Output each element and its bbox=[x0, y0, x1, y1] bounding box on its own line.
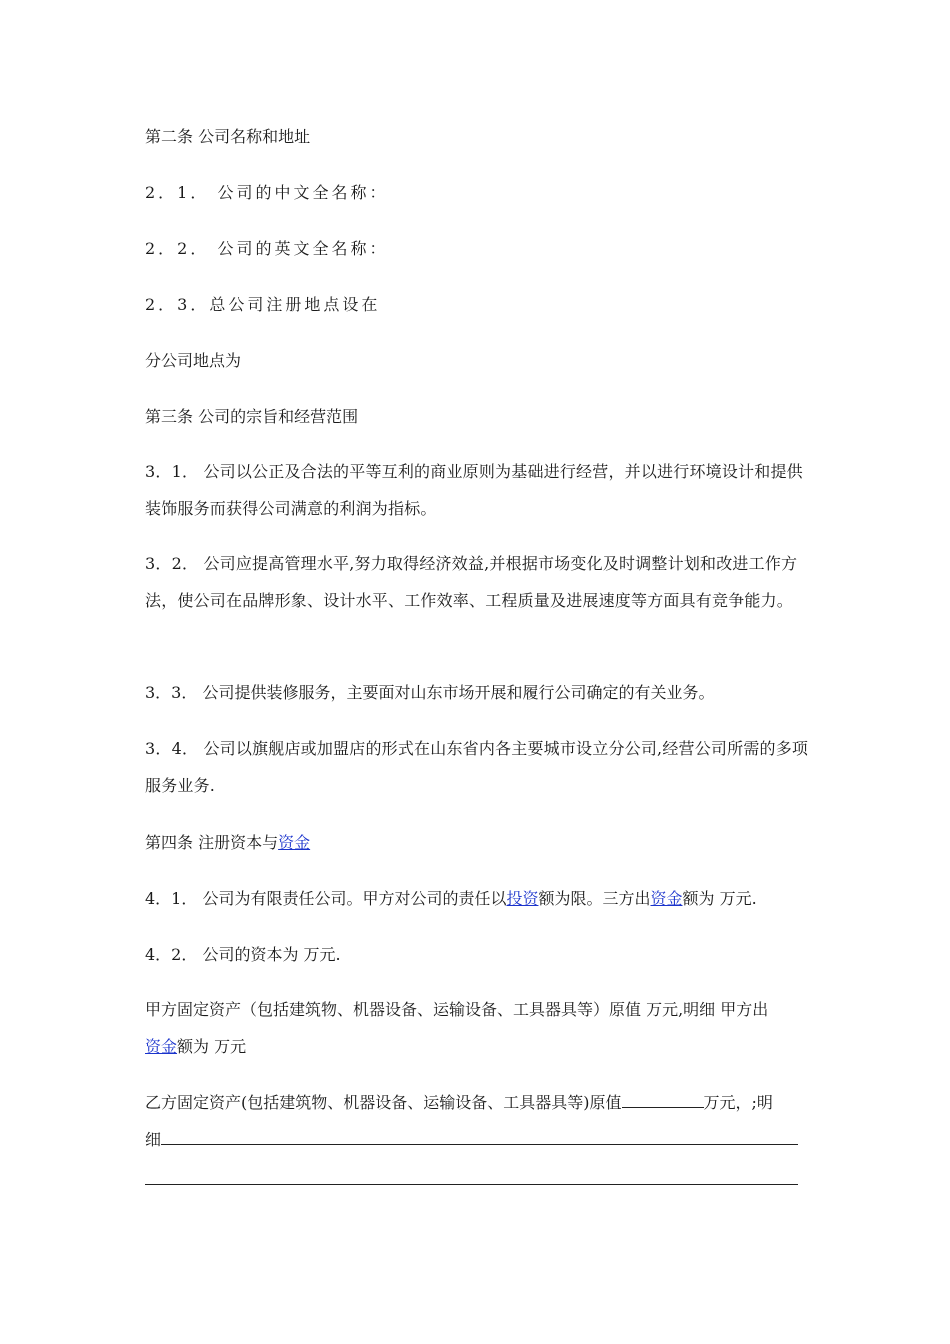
clause-3-2: 3．2． 公司应提高管理水平,努力取得经济效益,并根据市场变化及时调整计划和改进工作方法，使公司在品牌形象、设计水平、工作效率、工程质量及进展速度等方面具有竞争能力。 bbox=[145, 554, 798, 610]
capital-link[interactable]: 资金 bbox=[278, 833, 311, 852]
clause-2-2: 2．2． 公司的英文全名称： bbox=[145, 239, 389, 258]
original-value-blank bbox=[622, 1091, 704, 1108]
article-3-heading: 第三条 公司的宗旨和经营范围 bbox=[145, 407, 359, 426]
detail-blank-2 bbox=[145, 1184, 798, 1185]
article-4-heading-text: 第四条 注册资本与 bbox=[145, 833, 279, 852]
article-2-heading: 第二条 公司名称和地址 bbox=[145, 127, 311, 146]
branch-address: 分公司地点为 bbox=[145, 351, 242, 370]
clause-3-4: 3．4． 公司以旗舰店或加盟店的形式在山东省内各主要城市设立分公司,经营公司所需的多项服务业务. bbox=[145, 739, 809, 795]
clause-2-3: 2．3．总公司注册地点设在 bbox=[145, 295, 381, 314]
capital-link-3[interactable]: 资金 bbox=[145, 1037, 178, 1056]
party-b-assets-line2 bbox=[145, 1121, 810, 1158]
clause-3-3: 3．3． 公司提供装修服务，主要面对山东市场开展和履行公司确定的有关业务。 bbox=[145, 683, 715, 702]
clause-2-1: 2．1． 公司的中文全名称： bbox=[145, 183, 389, 202]
party-b-assets-line1 bbox=[145, 1084, 810, 1121]
clause-4-2: 4．2． 公司的资本为 万元. bbox=[145, 945, 341, 964]
party-a-amount-text: 额为 万元 bbox=[177, 1037, 247, 1056]
party-b-text-b: 万元，;明 bbox=[703, 1093, 773, 1112]
detail-blank-1 bbox=[161, 1128, 798, 1145]
clause-4-1 bbox=[145, 880, 810, 917]
capital-link-2[interactable]: 资金 bbox=[650, 889, 683, 908]
party-b-detail-label: 细 bbox=[145, 1130, 162, 1149]
party-a-assets-line2 bbox=[145, 1028, 810, 1065]
clause-4-1-text-b: 额为限。三方出 bbox=[538, 889, 651, 908]
clause-4-1-text-a: 4．1． 公司为有限责任公司。甲方对公司的责任以 bbox=[145, 889, 507, 908]
clause-4-1-text-c: 额为 万元. bbox=[682, 889, 757, 908]
investment-link[interactable]: 投资 bbox=[506, 889, 539, 908]
party-b-text-a: 乙方固定资产(包括建筑物、机器设备、运输设备、工具器具等)原值 bbox=[145, 1093, 622, 1112]
party-a-assets-line1: 甲方固定资产（包括建筑物、机器设备、运输设备、工具器具等）原值 万元,明细 甲方出 bbox=[145, 1000, 769, 1019]
clause-3-1: 3．1． 公司以公正及合法的平等互利的商业原则为基础进行经营，并以进行环境设计和提供装饰服务而获得公司满意的利润为指标。 bbox=[145, 462, 803, 518]
article-4-heading bbox=[145, 824, 810, 861]
